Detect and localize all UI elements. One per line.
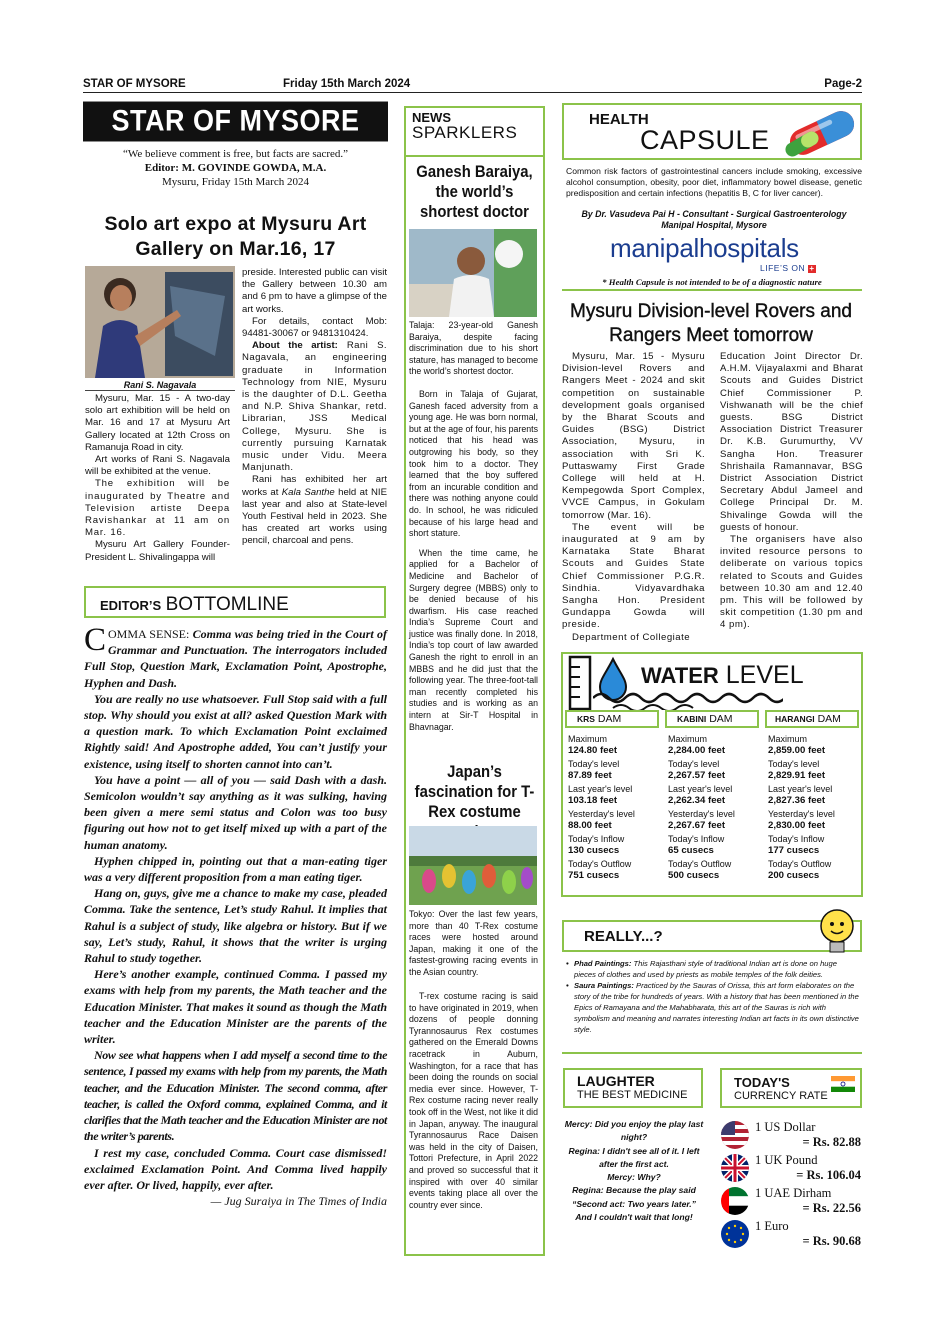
news-label-light: SPARKLERS bbox=[412, 123, 518, 142]
dam-label: Yesterday's level bbox=[768, 809, 835, 819]
editor-para: You have a point — all of you — said Dash with a dash. Semicolon wouldn’t say anything as it was sulking, having been given a mere semi status and Colon was too busy figuring out how not to get itself mixed up with a part of the human anatomy. bbox=[84, 772, 387, 852]
dam-value: 2,859.00 feet bbox=[768, 745, 826, 756]
rovers-para: The event will be inaugurated at 9 am by Karnataka State Bharat Scouts and Guides State Chief Commissioner P.G.R. Sindhia. Vidyavardhaka Sangha Hon. President Gundappa Gowda will preside. bbox=[562, 521, 705, 631]
lightbulb-icon bbox=[815, 906, 859, 962]
currency-name: 1 US Dollar bbox=[755, 1119, 816, 1134]
masthead bbox=[83, 103, 388, 188]
art-caption: Rani S. Nagavala bbox=[85, 380, 235, 391]
india-flag-icon bbox=[831, 1076, 855, 1092]
dam-label: Today's Outflow bbox=[568, 859, 632, 869]
header-paper-name: STAR OF MYSORE bbox=[83, 78, 186, 90]
news-photo-2 bbox=[409, 826, 537, 905]
health-label-bold: HEALTH bbox=[589, 111, 649, 128]
logo-part-1: manipal bbox=[610, 233, 699, 263]
dam-label: Yesterday's level bbox=[668, 809, 735, 819]
rovers-para: Education Joint Director Dr. A.H.M. Vijayalaxmi and Bharat Scouts and Guides District Chief Commissioner P. Vishwanath will be the chief guests. BSG District Association District Treasurer Dr. K.B. Gurumurthy, VV Sangha Hon. Treasurer Shrishaila Ramannavar, BSG District Association District Secretary Abdul Jameel and College Principal Dr. M. Shivalinge Gowda will the guests of honour. bbox=[720, 351, 863, 533]
news-para: When the time came, he applied for a Bachelor of Medicine and Bachelor of Surgery degree (MBBS) only to be denied because of his dwarfism. His case reached India’s Supreme Court and justice was finally done. In 2018, India’s top court of law awarded Ganesh the right to enroll in an MBBS and he did just that the following year. The three-foot-tall man recently completed his studies and is working as an intern at Sir-T Hospital in Bhavnagar. bbox=[409, 547, 538, 732]
doctor-photo-image bbox=[409, 229, 537, 317]
art-about-label: About the artist: bbox=[252, 340, 338, 352]
logo-tagline: LIFE’S ON bbox=[760, 263, 806, 273]
news-photo-1 bbox=[409, 229, 537, 317]
dam-label: Today's Inflow bbox=[668, 834, 725, 844]
page-header bbox=[83, 78, 862, 93]
dam-value: 2,284.00 feet bbox=[668, 745, 726, 756]
news-caption-1: Talaja: 23-year-old Ganesh Baraiya, despite facing discrimination due to his short stature, has managed to become the world’s shortest doctor. bbox=[409, 320, 538, 377]
masthead-title: STAR OF MYSORE bbox=[83, 102, 388, 142]
currency-label-box bbox=[720, 1068, 862, 1108]
laughter-line: Regina: Because the play said “Second act: Two years later.” And I couldn't wait that long! bbox=[572, 1185, 696, 1223]
currency-value: = Rs. 82.88 bbox=[802, 1134, 861, 1149]
currency-name: 1 UAE Dirham bbox=[755, 1185, 832, 1200]
dam-label: Maximum bbox=[668, 734, 708, 744]
dam-value: 2,830.00 feet bbox=[768, 820, 826, 831]
dam-value: 130 cusecs bbox=[568, 845, 620, 856]
editor-label-bold: EDITOR’S bbox=[100, 598, 162, 613]
dam-name-suffix: DAM bbox=[597, 713, 622, 725]
dam-label: Last year's level bbox=[768, 784, 833, 794]
laughter-label-bold: LAUGHTER bbox=[577, 1073, 655, 1089]
rovers-para: Department of Collegiate bbox=[572, 631, 691, 643]
currency-name: 1 UK Pound bbox=[755, 1152, 818, 1167]
editor-para: Now see what happens when I add myself a second time to the sentence, I passed my exams with help from my parents, the Math teacher, and the Education Minister. The second comma, after teacher, is called the Oxford comma, explained Comma, and it clarifies that the Math teacher and the Education Minister are not the writer’s parents. bbox=[84, 1048, 387, 1144]
currency-name: 1 Euro bbox=[755, 1218, 789, 1233]
editor-dropcap: C bbox=[84, 622, 107, 658]
health-byline-hospital: Manipal Hospital, Mysore bbox=[661, 220, 767, 230]
dam-label: Yesterday's level bbox=[568, 809, 635, 819]
art-para bbox=[242, 340, 387, 474]
currency-row bbox=[721, 1184, 861, 1217]
currency-label-light: CURRENCY RATE bbox=[734, 1090, 828, 1102]
art-para: Art works of Rani S. Nagavala will be exhibited at the venue. bbox=[85, 454, 230, 478]
art-text: Rani has exhibited her art works at bbox=[242, 474, 387, 498]
currency-value: = Rs. 106.04 bbox=[796, 1167, 861, 1182]
really-item: • Phad Paintings: This Rajasthani style of traditional Indian art is done on huge pieces of clothes and used by priests as mobile temples of the folk deities. bbox=[566, 959, 837, 979]
dam-card-kabini bbox=[665, 710, 759, 884]
dam-label: Maximum bbox=[768, 734, 808, 744]
dam-label: Today's Outflow bbox=[668, 859, 732, 869]
news-body-1 bbox=[409, 389, 538, 733]
laughter-line: Mercy: Why? bbox=[607, 1172, 661, 1183]
water-label-light: LEVEL bbox=[725, 661, 804, 689]
really-item-title: Phad Paintings: bbox=[574, 959, 632, 968]
news-para: Born in Talaja of Gujarat, Ganesh faced adversity from a young age. He was born normal, but at the age of four, his parents noticed that his head was outgrowing his body, so they took him to a doctor. They learned that the boy suffered from an incurable condition and there was nothing anyone could do. In school, he was ridiculed because of his large head and short stature. bbox=[409, 389, 538, 539]
dam-label: Today's Inflow bbox=[768, 834, 825, 844]
editor-para: You are really no use whatsoever. Full Stop said with a full stop. Why should you exist at all? asked Question Mark with a question mark. To which Exclamation Point exclaimed Rightly said! And Apostrophe added, You can’t justify your existence, using itself to shorten cannot into can’t. bbox=[84, 691, 387, 771]
masthead-dateline: Mysuru, Friday 15th March 2024 bbox=[162, 176, 309, 188]
editor-label: BOTTOMLINE bbox=[165, 594, 289, 615]
health-byline-doctor: By Dr. Vasudeva Pai H - Consultant - Surgical Gastroenterology bbox=[581, 209, 847, 219]
dam-name: KRS bbox=[577, 714, 595, 724]
masthead-editor: Editor: M. GOVINDE GOWDA, M.A. bbox=[144, 162, 327, 174]
laughter-line: Mercy: Did you enjoy the play last night? bbox=[564, 1119, 704, 1143]
currency-row bbox=[721, 1118, 861, 1151]
dam-value: 2,829.91 feet bbox=[768, 770, 826, 781]
red-cross-icon: + bbox=[809, 264, 815, 273]
dam-value: 124.80 feet bbox=[568, 745, 618, 756]
logo-part-2: hospitals bbox=[698, 233, 799, 263]
news-headline-1: Ganesh Baraiya, the world’s shortest doctor bbox=[416, 163, 533, 221]
art-column-2 bbox=[242, 267, 387, 548]
art-column-1 bbox=[85, 393, 230, 564]
dam-label: Last year's level bbox=[568, 784, 633, 794]
dam-label: Today's level bbox=[768, 759, 820, 769]
dam-value: 88.00 feet bbox=[568, 820, 612, 831]
dam-value: 87.89 feet bbox=[568, 770, 612, 781]
dam-label: Today's Inflow bbox=[568, 834, 625, 844]
art-text: held at NIE last year and also at State-level Youth Festival held in 2023. She has created art works using pencil, charcoal and pens. bbox=[242, 486, 387, 547]
dam-value: 2,827.36 feet bbox=[768, 795, 826, 806]
news-body-2: T-rex costume racing is said to have originated in 2019, when dozens of people donning Tyrannosaurus Rex costumes gathered on the Emerald Downs racetrack in Auburn, Washington, for a race that has been doing the rounds on social media ever since. However, T-Rex costume racing never really took off in the West, not like it did in Japan, anyway. The inaugural Tyrannosaurus Race Daisen was held in the city of Daisen, Tottori Prefecture, in April 2022 and proved so successful that it inspired with over 40 similar events taking place all over the country ever since. bbox=[409, 991, 538, 1210]
really-item: • Saura Paintings: Practiced by the Sauras of Orissa, this art form elaborates on the story of the tribe for hundreds of years. With a history that has been mentioned in the Epics of Ramayana and the Mahabharata, this art of the Sauras is rich with symbolism and meaning and narrates interesting Indian art facts in its own distinctive style. bbox=[566, 981, 859, 1034]
editor-para: Hyphen chipped in, pointing out that a man-eating tiger was a very different proposition from a man eating tiger. bbox=[84, 853, 387, 885]
dam-card-harangi bbox=[765, 710, 859, 884]
manipal-logo bbox=[610, 233, 820, 273]
currency-list bbox=[721, 1118, 861, 1250]
art-para: preside. Interested public can visit the Gallery between 10.30 am and 6 pm to have a glimpse of the art works. bbox=[242, 267, 387, 315]
header-page-number: Page-2 bbox=[824, 78, 862, 90]
rovers-column-1 bbox=[562, 351, 705, 644]
health-byline bbox=[566, 209, 862, 231]
art-para: Mysuru Art Gallery Founder-President L. Shivalingappa will bbox=[85, 539, 230, 563]
currency-value: = Rs. 22.56 bbox=[802, 1200, 861, 1215]
laughter-line: Regina: I didn't see all of it. I left after the first act. bbox=[568, 1145, 700, 1169]
news-label-bold: NEWS bbox=[412, 110, 451, 125]
dam-value: 103.18 feet bbox=[568, 795, 618, 806]
art-para: Mysuru, Mar. 15 - A two-day solo art exhibition will be held on Mar. 16 and 17 at Mysuru Art Gallery located at 12th Cross on Ramanuja Road in city. bbox=[85, 393, 230, 453]
art-para bbox=[242, 474, 387, 547]
dam-label: Today's level bbox=[668, 759, 720, 769]
dam-value: 177 cusecs bbox=[768, 845, 820, 856]
us-flag-icon bbox=[721, 1121, 749, 1149]
editor-smallcaps: OMMA SENSE: bbox=[108, 627, 190, 641]
dam-value: 751 cusecs bbox=[568, 870, 620, 881]
dam-card-krs bbox=[565, 710, 659, 884]
currency-value: = Rs. 90.68 bbox=[802, 1233, 861, 1248]
rovers-headline: Mysuru Division-level Rovers and Rangers Meet tomorrow bbox=[570, 301, 852, 346]
art-headline: Solo art expo at Mysuru Art Gallery on Mar.16, 17 bbox=[104, 213, 367, 260]
dam-name-suffix: DAM bbox=[817, 713, 841, 725]
laughter-label-box bbox=[563, 1068, 703, 1108]
eu-flag-icon bbox=[721, 1220, 749, 1248]
dam-name: KABINI bbox=[677, 714, 707, 724]
trex-race-image bbox=[409, 826, 537, 905]
dam-label: Last year's level bbox=[668, 784, 733, 794]
editor-label-box bbox=[84, 586, 386, 618]
dam-value: 2,262.34 feet bbox=[668, 795, 726, 806]
laughter-text bbox=[564, 1118, 704, 1224]
rovers-para: The organisers have also invited resource persons to deliberate on various topics related to Scouts and Guides between 10.30 am and 12.40 pm. This will be followed by skit competition (1.30 pm and 4 pm). bbox=[720, 534, 863, 631]
header-date: Friday 15th March 2024 bbox=[283, 78, 411, 90]
dam-value: 500 cusecs bbox=[668, 870, 720, 881]
art-photo bbox=[85, 266, 235, 378]
water-label-bold: WATER bbox=[641, 663, 719, 688]
news-headline-2: Japan’s fascination for T-Rex costume bbox=[414, 763, 535, 821]
really-item-text: Practiced by the Sauras of Orissa, this art form elaborates on the story of the tribe for hundreds of years. With a history that has been mentioned in the Epics of Ramayana and the Mahabharata, this art of the Sauras is rich with symbolism and meaning and narrates interesting Indian art facts in its own distinctive style. bbox=[574, 981, 859, 1034]
editor-para: I rest my case, concluded Comma. Court case dismissed! exclaimed Exclamation Point. And Comma lived happily ever after. Or lived, happily, ever after. bbox=[84, 1145, 387, 1192]
really-item-text: This Rajasthani style of traditional Indian art is done on huge pieces of clothes and used by priests as mobile temples of the folk deities. bbox=[574, 959, 837, 979]
really-list bbox=[566, 958, 860, 1035]
dam-label: Today's Outflow bbox=[768, 859, 832, 869]
health-disclaimer: * Health Capsule is not intended to be of a diagnostic nature bbox=[602, 277, 822, 287]
rovers-para: Mysuru, Mar. 15 - Mysuru Division-level Rovers and Rangers Meet - 2024 and skit competition on sustainable development goals organised by the Bharat Scouts and Guides (BSG) District Association, Mysuru, in association with Sri K. Puttaswamy First Grade College will held at H. Kempegowda Sport Complex, VVCE Campus, in Gokulam tomorrow (Mar. 16). bbox=[562, 351, 705, 521]
uae-flag-icon bbox=[721, 1187, 749, 1215]
news-caption-2: Tokyo: Over the last few years, more than 40 T-Rex costume races were hosted around Japan, making it one of the fastest-growing racing events in the Asian country. bbox=[409, 909, 538, 977]
editor-text: Comma was being tried in the Court of Grammar and Punctuation. The interrogators included Full Stop, Question Mark, Exclamation Point, Apostrophe, Hyphen and Dash. bbox=[84, 627, 387, 690]
dam-value: 200 cusecs bbox=[768, 870, 820, 881]
editor-credit: — Jug Suraiya in The Times of India bbox=[210, 1194, 387, 1209]
currency-label-bold: TODAY'S bbox=[734, 1075, 790, 1090]
dam-table bbox=[562, 710, 862, 895]
health-text: Common risk factors of gastrointestinal cancers include smoking, excessive alcohol consumption, obesity, poor diet, inflammatory bowel disease, genetic predisposition and certain infections (hepatitis B, C for liver cancer). bbox=[566, 166, 862, 198]
art-about-text: Rani S. Nagavala, an engineering graduate in Information Technology from NIE, Mysuru is the daughter of D.L. Geetha and N.P. Shiva Shankar, retd. Librarian, JSS Medical College, Mysuru. She is currently pursuing Karnatak music under Vidu. Meera Manjunath. bbox=[242, 340, 387, 474]
editor-para-first bbox=[84, 622, 387, 691]
really-item-title: Saura Paintings: bbox=[574, 981, 634, 990]
editor-para: Here’s another example, continued Comma. I passed my exams with help from my parents, the Math teacher and the Education Minister. That makes it sound as though the Math teacher and the Education Minister are the parents of the writer. bbox=[84, 967, 387, 1047]
capsule-pill-green-icon bbox=[782, 129, 822, 159]
health-label-box bbox=[562, 103, 862, 160]
art-para: For details, contact Mob: 94481-30067 or 9481310424. bbox=[242, 315, 387, 340]
dam-name-suffix: DAM bbox=[709, 713, 733, 725]
really-label: REALLY...? bbox=[584, 928, 663, 945]
rovers-column-2 bbox=[720, 351, 863, 632]
dam-value: 65 cusecs bbox=[668, 845, 714, 856]
dam-value: 2,267.67 feet bbox=[668, 820, 726, 831]
laughter-label-light: THE BEST MEDICINE bbox=[577, 1089, 688, 1101]
dam-label: Maximum bbox=[568, 734, 608, 744]
editor-column bbox=[84, 622, 387, 1209]
editor-para: Hang on, guys, give me a chance to make my case, pleaded Comma. Take the sentence, Let’s study Rahul. It implies that Rahul is a subject of study, like algebra or history. But if we say, Let’s study, Rahul, it shows that the writer is urging Rahul to study together. bbox=[84, 886, 387, 966]
currency-row bbox=[721, 1217, 861, 1250]
currency-row bbox=[721, 1151, 861, 1184]
dam-name: HARANGI bbox=[775, 714, 815, 724]
masthead-motto: “We believe comment is free, but facts are sacred.” bbox=[122, 148, 349, 160]
art-para: The exhibition will be inaugurated by Theatre and Television artiste Deepa Ravishankar at 11 am on Mar. 16. bbox=[85, 478, 230, 539]
dam-value: 2,267.57 feet bbox=[668, 770, 726, 781]
news-label bbox=[412, 110, 540, 143]
health-label-light: CAPSULE bbox=[640, 125, 770, 155]
dam-label: Today's level bbox=[568, 759, 620, 769]
artist-painting-image bbox=[85, 266, 235, 378]
art-text-em: Kala Santhe bbox=[281, 486, 335, 498]
uk-flag-icon bbox=[721, 1154, 749, 1182]
